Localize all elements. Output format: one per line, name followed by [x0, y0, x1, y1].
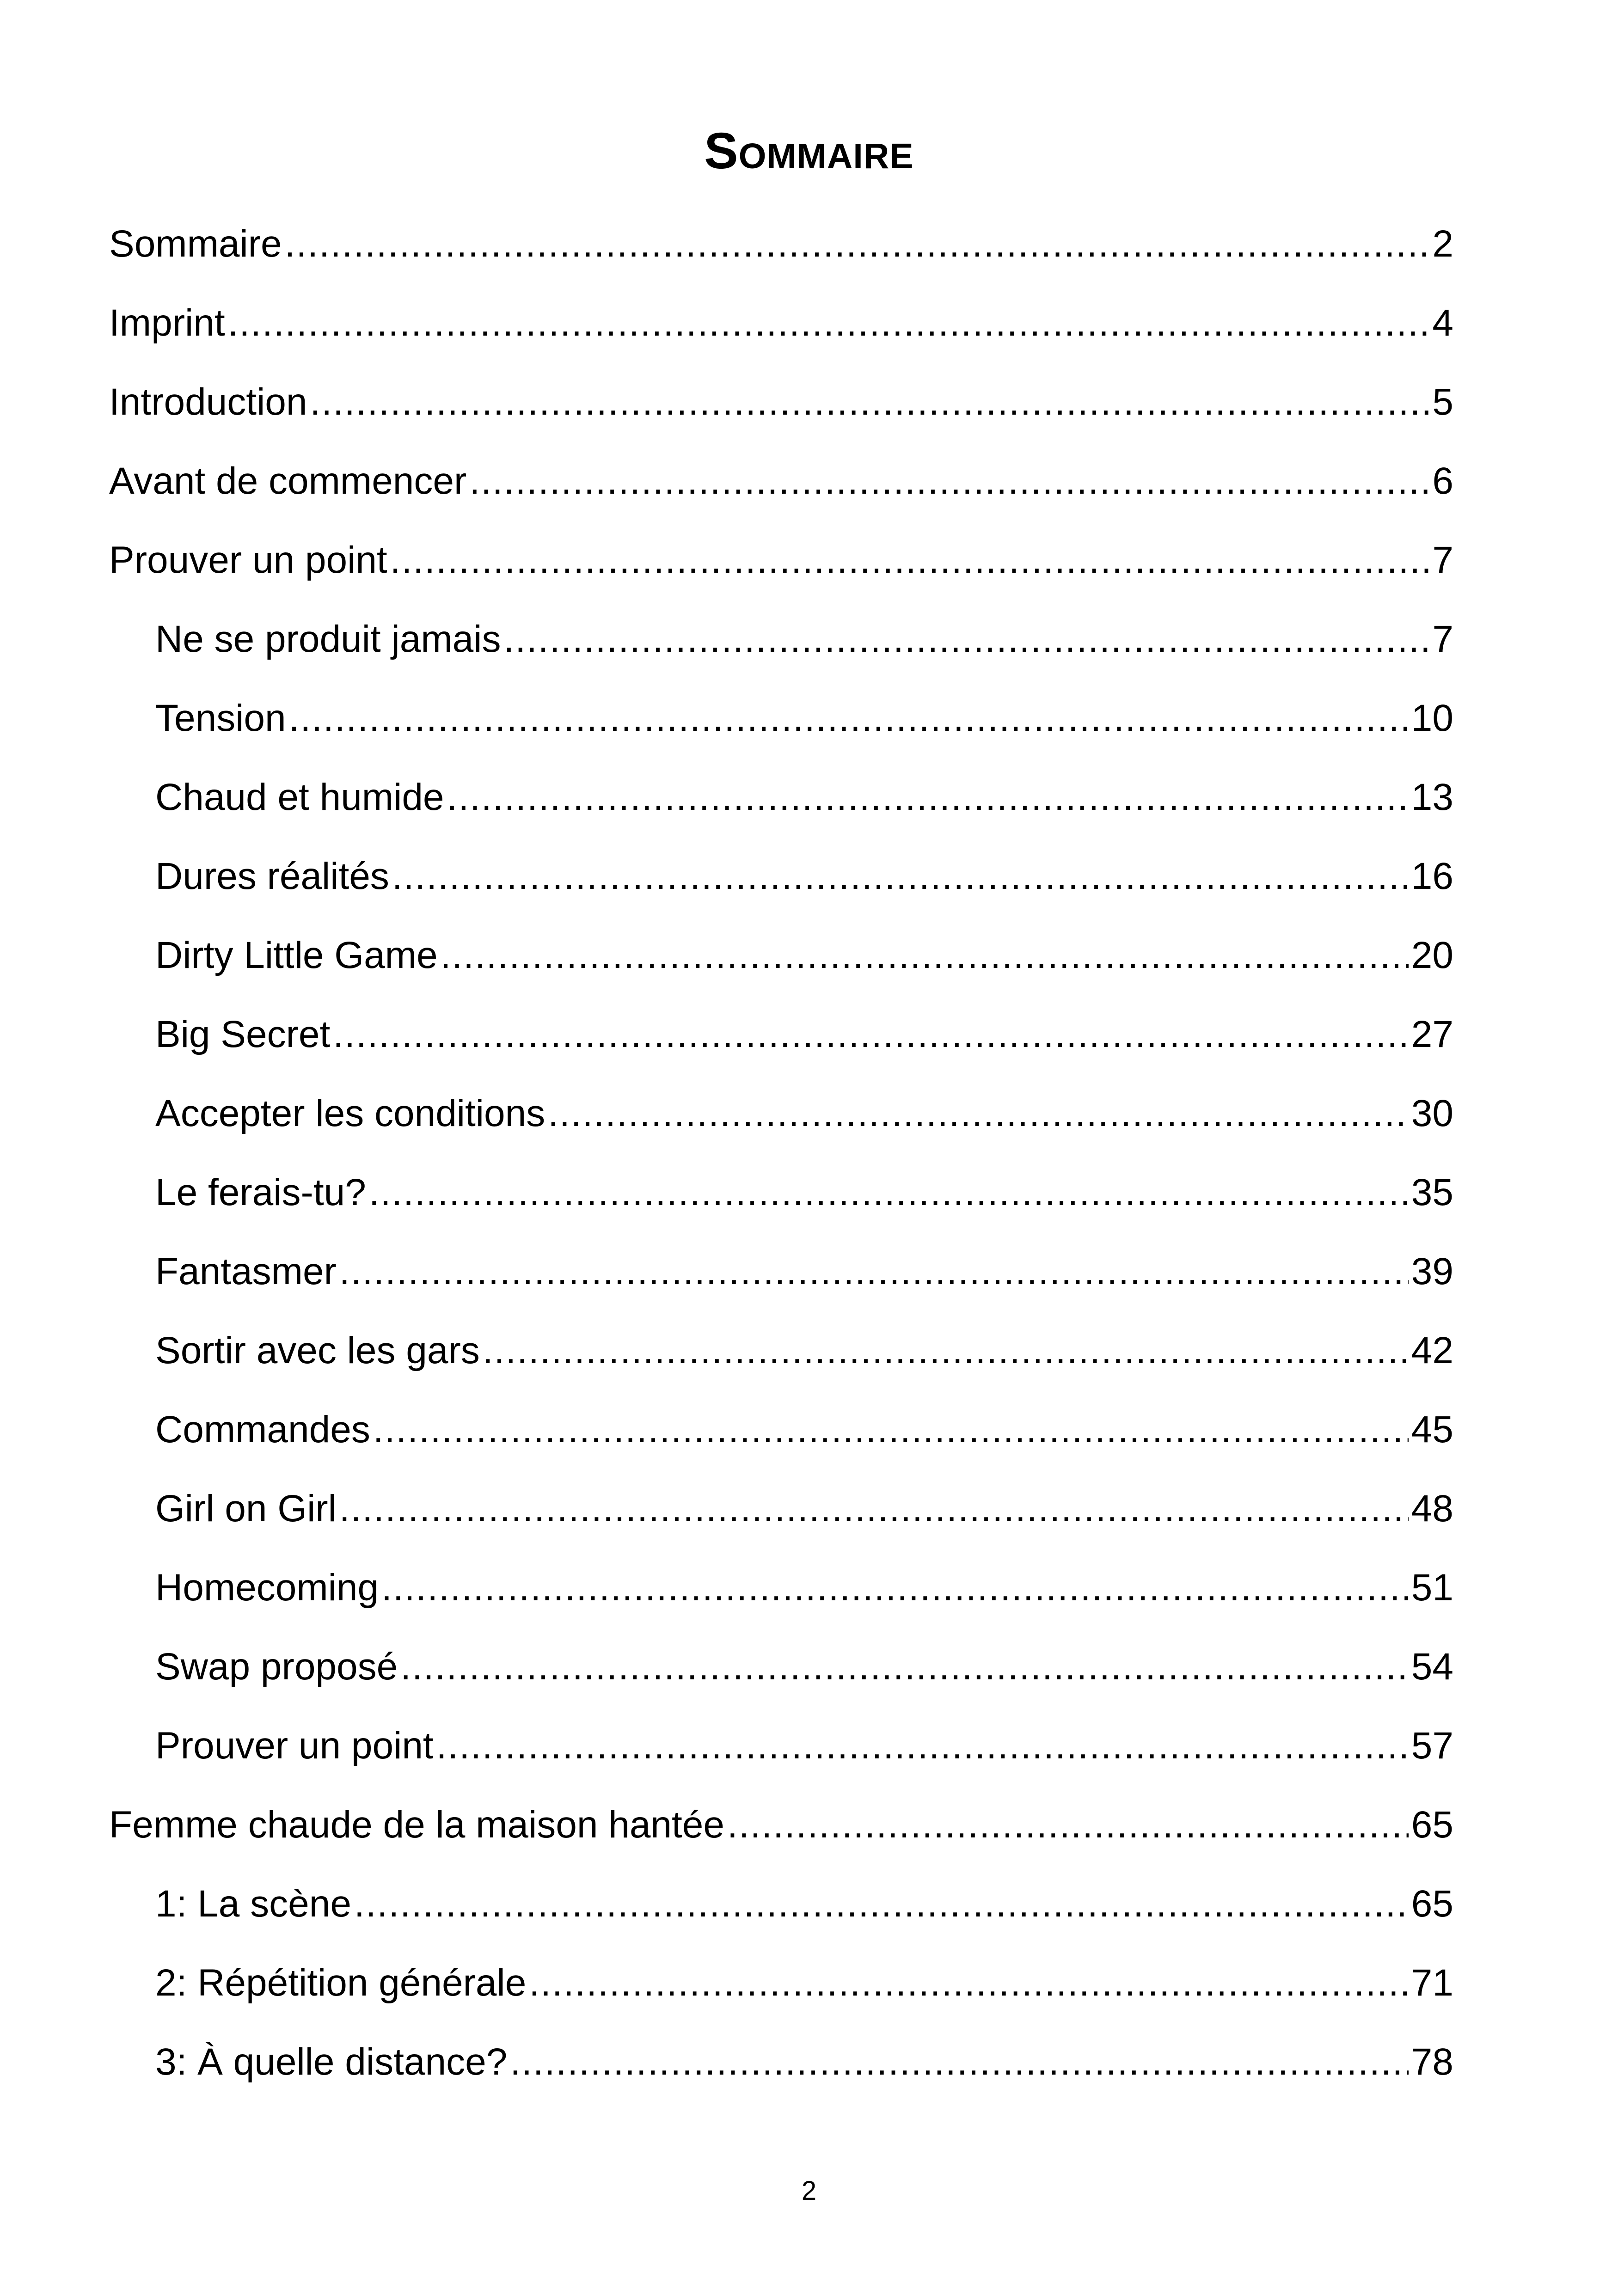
toc-entry-label: Avant de commencer [109, 460, 467, 502]
toc-entry[interactable] [109, 530, 1453, 609]
toc-entry[interactable] [109, 767, 1453, 846]
toc-entry[interactable] [109, 2032, 1453, 2111]
toc-dot-leader [333, 1004, 1408, 1065]
toc-entry-page-number: 35 [1411, 1171, 1453, 1213]
toc-entry[interactable] [109, 372, 1453, 451]
toc-entry-label: Prouver un point [155, 1725, 434, 1767]
toc-entry-page-number: 65 [1411, 1804, 1453, 1846]
toc-entry-page-number: 4 [1432, 302, 1453, 344]
toc-entry-label: 2: Répétition générale [155, 1962, 527, 2004]
toc-entry-page-number: 6 [1432, 460, 1453, 502]
toc-entry-label: Tension [155, 697, 286, 739]
page-number-footer: 2 [801, 2176, 817, 2206]
toc-entry-page-number: 5 [1432, 381, 1453, 423]
toc-entry-page-number: 13 [1411, 776, 1453, 818]
toc-entry-label: Homecoming [155, 1567, 379, 1609]
toc-entry[interactable] [109, 1400, 1453, 1479]
toc-entry-page-number: 39 [1411, 1250, 1453, 1292]
toc-entry-page-number: 48 [1411, 1488, 1453, 1530]
toc-entry[interactable] [109, 1242, 1453, 1321]
toc-entry[interactable] [109, 1321, 1453, 1400]
toc-entry-page-number: 65 [1411, 1883, 1453, 1925]
toc-entry[interactable] [109, 1637, 1453, 1716]
toc-dot-leader [469, 451, 1429, 511]
toc-entry[interactable] [109, 1479, 1453, 1558]
toc-entry[interactable] [109, 609, 1453, 688]
toc-entry[interactable] [109, 925, 1453, 1004]
toc-entry[interactable] [109, 1004, 1453, 1084]
toc-dot-leader [447, 767, 1409, 827]
toc-dot-leader [310, 372, 1430, 432]
toc-entry-label: Swap proposé [155, 1646, 398, 1688]
toc-entry[interactable] [109, 688, 1453, 767]
toc-entry-label: Sortir avec les gars [155, 1329, 480, 1371]
toc-entry-page-number: 42 [1411, 1329, 1453, 1371]
toc-entry-page-number: 2 [1432, 223, 1453, 265]
toc-entry[interactable] [109, 1163, 1453, 1242]
toc-entry[interactable] [109, 846, 1453, 925]
toc-entry-page-number: 16 [1411, 855, 1453, 897]
toc-dot-leader [289, 688, 1409, 748]
toc-dot-leader [373, 1400, 1409, 1460]
toc-dot-leader [510, 2032, 1408, 2092]
toc-entry-label: Imprint [109, 302, 225, 344]
toc-dot-leader [390, 530, 1430, 590]
toc-dot-leader [548, 1084, 1409, 1144]
toc-entry[interactable] [109, 1874, 1453, 1953]
toc-dot-leader [400, 1637, 1409, 1697]
toc-entry-label: 1: La scène [155, 1883, 351, 1925]
toc-entry-page-number: 20 [1411, 934, 1453, 976]
toc-entry-label: Introduction [109, 381, 307, 423]
toc-entry[interactable] [109, 1558, 1453, 1637]
toc-entry-label: Accepter les conditions [155, 1092, 545, 1134]
toc-entry-page-number: 57 [1411, 1725, 1453, 1767]
toc-dot-leader [381, 1558, 1409, 1618]
toc-entry-page-number: 7 [1432, 618, 1453, 660]
toc-entry-label: Prouver un point [109, 539, 387, 581]
toc-entry[interactable] [109, 1795, 1453, 1874]
toc-entry[interactable] [109, 1084, 1453, 1163]
toc-entry-page-number: 54 [1411, 1646, 1453, 1688]
page-title: Sommaire [704, 122, 914, 179]
toc-entry-label: Commandes [155, 1408, 370, 1451]
toc-dot-leader [285, 214, 1430, 274]
toc-entry[interactable] [109, 1953, 1453, 2032]
toc-entry-page-number: 10 [1411, 697, 1453, 739]
toc-dot-leader [483, 1321, 1409, 1381]
toc-entry-page-number: 71 [1411, 1962, 1453, 2004]
toc-entry-page-number: 7 [1432, 539, 1453, 581]
toc-entry-label: Femme chaude de la maison hantée [109, 1804, 725, 1846]
toc-entry[interactable] [109, 451, 1453, 530]
toc-entry-label: Ne se produit jamais [155, 618, 501, 660]
toc-dot-leader [441, 925, 1409, 986]
toc-entry-label: Dirty Little Game [155, 934, 438, 976]
toc-entry-label: Big Secret [155, 1013, 331, 1055]
toc-entry-page-number: 45 [1411, 1408, 1453, 1451]
toc-dot-leader [503, 609, 1429, 669]
toc-entry-label: Girl on Girl [155, 1488, 337, 1530]
toc-entry[interactable] [109, 1716, 1453, 1795]
toc-dot-leader [369, 1163, 1409, 1223]
toc-dot-leader [354, 1874, 1409, 1934]
toc-dot-leader [529, 1953, 1408, 2013]
toc-dot-leader [392, 846, 1409, 906]
toc-entry-page-number: 27 [1411, 1013, 1453, 1055]
toc-entry-label: Fantasmer [155, 1250, 337, 1292]
toc-entry-page-number: 51 [1411, 1567, 1453, 1609]
toc-entry-label: Chaud et humide [155, 776, 444, 818]
toc-entry-label: 3: À quelle distance? [155, 2041, 508, 2083]
toc-dot-leader [727, 1795, 1409, 1855]
toc-entry[interactable] [109, 214, 1453, 293]
toc-entry-page-number: 30 [1411, 1092, 1453, 1134]
toc-dot-leader [339, 1479, 1409, 1539]
toc-dot-leader [228, 293, 1430, 353]
toc-dot-leader [339, 1242, 1409, 1302]
toc-entry-page-number: 78 [1411, 2041, 1453, 2083]
toc-entry-label: Le ferais-tu? [155, 1171, 366, 1213]
table-of-contents [109, 214, 1453, 2111]
toc-entry-label: Dures réalités [155, 855, 389, 897]
toc-dot-leader [436, 1716, 1409, 1776]
toc-entry-label: Sommaire [109, 223, 282, 265]
toc-entry[interactable] [109, 293, 1453, 372]
